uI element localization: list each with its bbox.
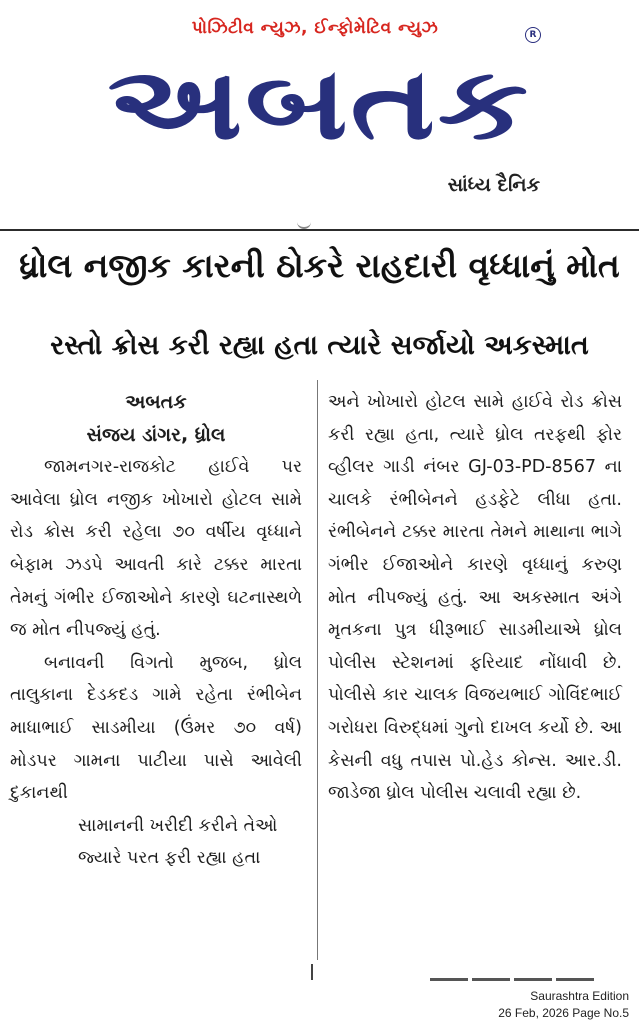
masthead-tagline: પોઝિટીવ ન્યુઝ, ઈન્ફોમેટિવ ન્યુઝ bbox=[191, 18, 439, 38]
date-page-label: 26 Feb, 2026 Page No.5 bbox=[498, 1006, 629, 1020]
header-divider bbox=[0, 229, 639, 231]
article-headline: ધ્રોલ નજીક કારની ઠોકરે રાહદારી વૃધ્ધાનું મોત bbox=[19, 246, 620, 285]
column-end-mark bbox=[311, 964, 313, 980]
article-column-left bbox=[10, 386, 302, 875]
article-paragraph: જામનગર-રાજકોટ હાઈવે પર આવેલા ધ્રોલ નજીક ખોખારો હોટલ સામે રોડ ક્રોસ કરી રહેલા ૭૦ વર્ષીય વૃધ્ધાને બેફામ ઝડપે આવતી કારે ટક્કર મારતા તેમનું ગંભીર ઈજાઓને કારણે ઘટનાસ્થળે જ મોત નીપજ્યું હતું. bbox=[10, 457, 302, 641]
strip-bar bbox=[556, 978, 594, 981]
masthead bbox=[0, 0, 639, 215]
byline-source: અબતક bbox=[125, 391, 187, 413]
strip-bar bbox=[430, 978, 468, 981]
article-paragraph: બનાવની વિગતો મુજબ, ધ્રોલ તાલુકાના દેડકદડ ગામે રહેતા રંભીબેન માધાભાઈ સાડમીયા (ઉંમર ૭૦ વર્ષ) મોડપર ગામના પાટીયા પાસે આવેલી દુકાનથી bbox=[10, 652, 302, 804]
column-divider bbox=[317, 380, 318, 960]
strip-bar bbox=[514, 978, 552, 981]
registered-mark-icon: R bbox=[525, 27, 541, 43]
page-footer bbox=[498, 988, 629, 1022]
article-subheadline: રસ્તો ક્રોસ કરી રહ્યા હતા ત્યારે સર્જાયો અકસ્માત bbox=[50, 330, 589, 361]
article-paragraph: સામાનની ખરીદી કરીને તેઓ જ્યારે પરત ફરી રહ્યા હતા bbox=[78, 815, 278, 869]
byline-reporter: સંજય ડાંગર, ધ્રોલ bbox=[86, 423, 226, 446]
article-paragraph: અને ખોખારો હોટલ સામે હાઈવે રોડ ક્રોસ કરી રહ્યા હતા, ત્યારે ધ્રોલ તરફથી ફોર વ્હીલર ગાડી નંબર GJ-03-PD-8567 ના ચાલકે રંભીબેનને હડફેટે લીધા હતા. રંભીબેનને ટક્કર મારતા તેમને માથાના ભાગે ગંભીર ઈજાઓને કારણે વૃધ્ધાનું કરુણ મોત નીપજ્યું હતું. આ અકસ્માત અંગે મૃતકના પુત્ર ધીરૂભાઈ સાડમીયાએ ધ્રોલ પોલીસ સ્ટેશનમાં ફરિયાદ નોંધાવી છે. પોલીસે કાર ચાલક વિજયભાઈ ગોવિંદભાઈ ગરોધરા વિરુદ્ધમાં ગુનો દાખલ કર્યો છે. આ કેસની વધુ તપાસ પો.હેડ કોન્સ. આર.ડી. જાડેજા ધ્રોલ પોલીસ ચલાવી રહ્યા છે. bbox=[328, 392, 622, 804]
masthead-subtitle: સાંધ્ય દૈનિક bbox=[447, 174, 540, 196]
page-strip bbox=[430, 978, 600, 982]
newspaper-logo: અબતક bbox=[107, 45, 531, 162]
clip-mark bbox=[297, 219, 311, 229]
edition-label: Saurashtra Edition bbox=[530, 989, 629, 1003]
article-column-right bbox=[328, 386, 622, 810]
strip-bar bbox=[472, 978, 510, 981]
